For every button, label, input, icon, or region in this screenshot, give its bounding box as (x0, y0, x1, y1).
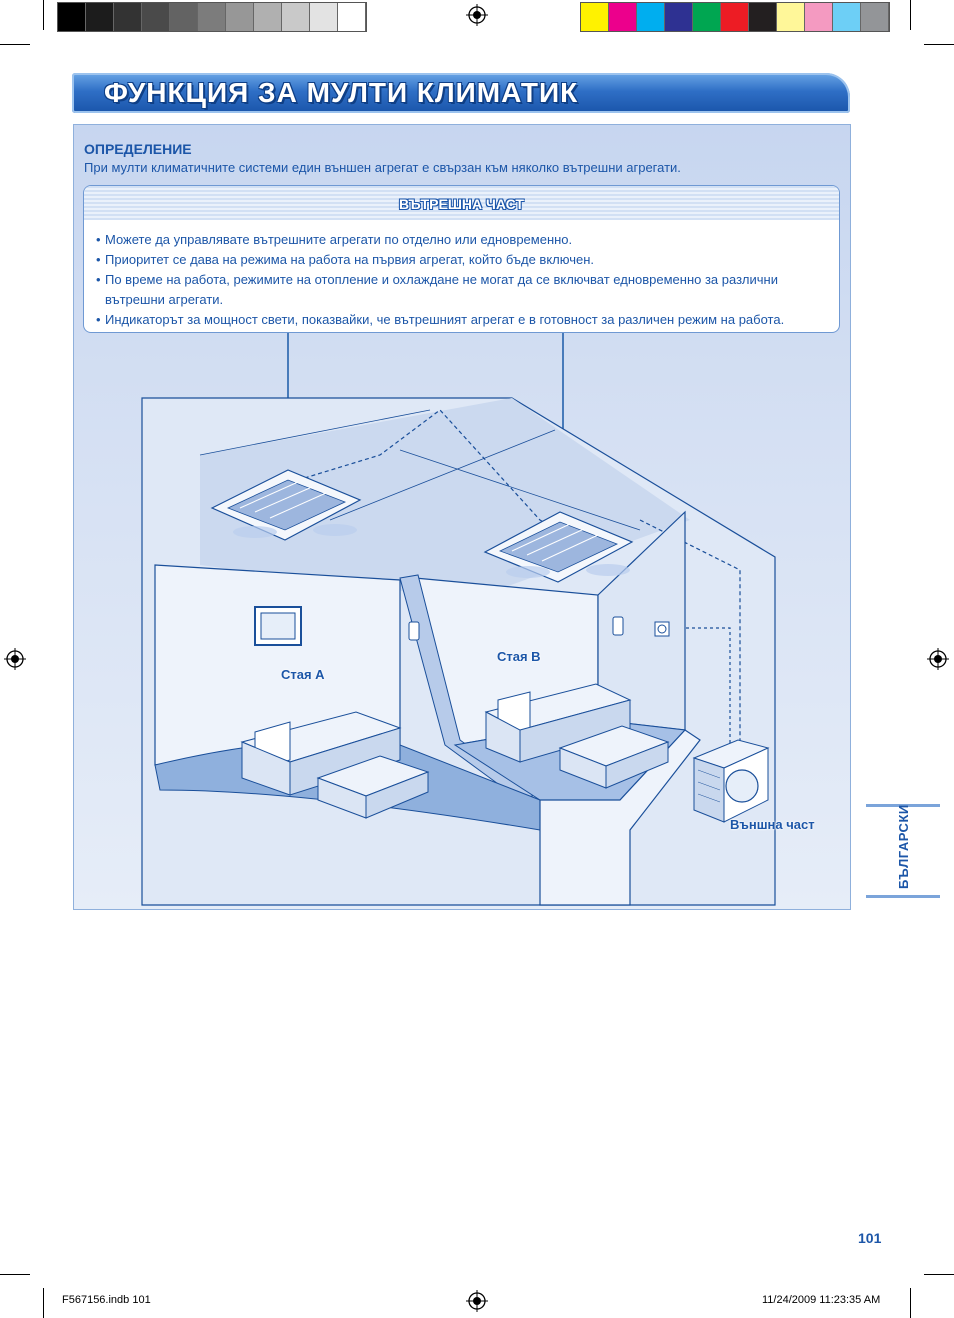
crop-mark (0, 1274, 30, 1275)
color-swatch (721, 3, 749, 31)
crop-mark (910, 1288, 911, 1318)
color-swatch (637, 3, 665, 31)
room-a-label: Стая А (281, 667, 325, 682)
page-number: 101 (858, 1230, 882, 1246)
color-swatch (86, 3, 114, 31)
color-swatch (114, 3, 142, 31)
crop-mark (924, 44, 954, 45)
color-swatch (338, 3, 366, 31)
definition-text: При мулти климатичните системи един външен агрегат е свързан към няколко вътрешни агрегати. (84, 160, 681, 175)
crop-mark (43, 0, 44, 30)
crop-mark (43, 1288, 44, 1318)
color-swatch (609, 3, 637, 31)
grayscale-swatch-bar (57, 2, 367, 32)
indoor-unit-box-title: ВЪТРЕШНА ЧАСТ (399, 196, 524, 212)
room-b-label: Стая В (497, 649, 541, 664)
crop-mark (910, 0, 911, 30)
color-swatch (254, 3, 282, 31)
indoor-unit-box (83, 185, 840, 333)
crop-mark (0, 44, 30, 45)
definition-heading: ОПРЕДЕЛЕНИЕ (84, 141, 192, 157)
indoor-unit-box-header (84, 186, 839, 220)
page-title-bar (72, 73, 850, 113)
color-swatch (226, 3, 254, 31)
color-swatch (749, 3, 777, 31)
footer-datetime: 11/24/2009 11:23:35 AM (762, 1294, 881, 1306)
bullet-item: • По време на работа, режимите на отопление и охлаждане не могат да се включват едновременно за различни вътрешни агрегати. (96, 270, 831, 310)
registration-mark-icon (927, 648, 949, 670)
color-swatch (282, 3, 310, 31)
color-swatch (665, 3, 693, 31)
footer-file-info: F567156.indb 101 (62, 1294, 151, 1306)
bullet-item: • Индикаторът за мощност свети, показвайки, че вътрешният агрегат е в готовност за различен режим на работа. (96, 310, 831, 330)
color-swatch (58, 3, 86, 31)
outdoor-unit-label: Външна част (730, 817, 815, 832)
registration-mark-icon (466, 4, 488, 26)
color-swatch (777, 3, 805, 31)
color-swatch (170, 3, 198, 31)
color-swatch-bar (580, 2, 890, 32)
bullet-item: • Можете да управлявате вътрешните агрегати по отделно или едновременно. (96, 230, 831, 250)
color-swatch (142, 3, 170, 31)
registration-mark-icon (466, 1290, 488, 1312)
color-swatch (310, 3, 338, 31)
color-swatch (805, 3, 833, 31)
color-swatch (581, 3, 609, 31)
color-swatch (198, 3, 226, 31)
indoor-unit-bullet-list (96, 230, 831, 330)
registration-mark-icon (4, 648, 26, 670)
language-label: БЪЛГАРСКИ (896, 804, 911, 889)
page-title: ФУНКЦИЯ ЗА МУЛТИ КЛИМАТИК (104, 77, 579, 108)
bullet-item: • Приоритет се дава на режима на работа на първия агрегат, който бъде включен. (96, 250, 831, 270)
color-swatch (861, 3, 889, 31)
color-swatch (693, 3, 721, 31)
crop-mark (924, 1274, 954, 1275)
color-swatch (833, 3, 861, 31)
language-side-tab (866, 804, 940, 898)
